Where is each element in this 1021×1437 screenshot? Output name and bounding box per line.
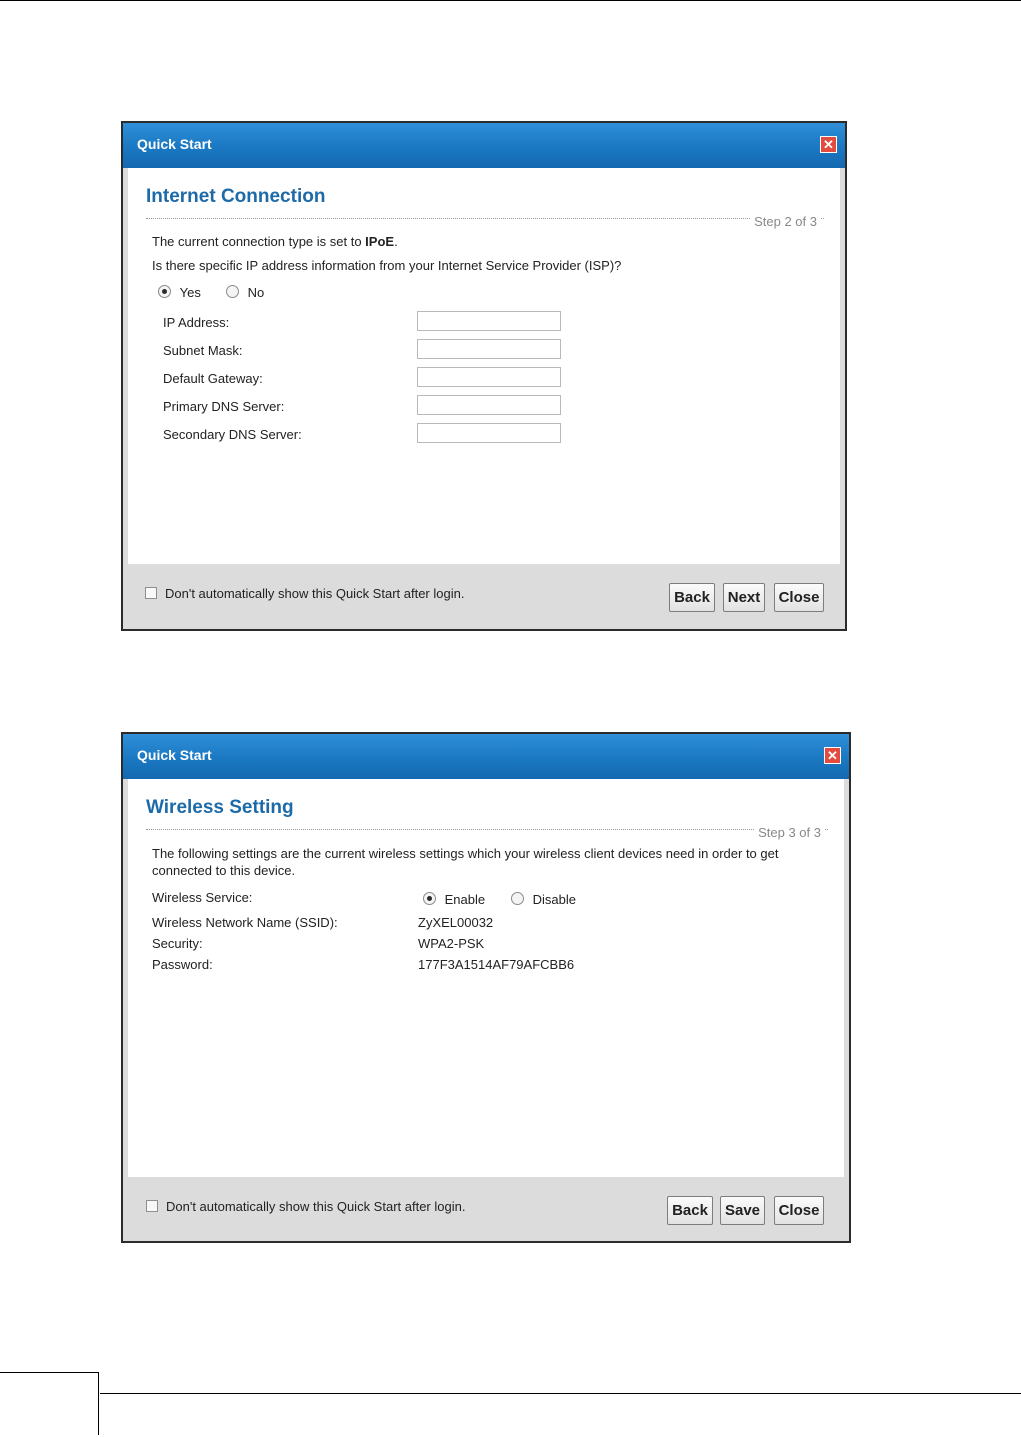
primary-dns-field[interactable] [417, 395, 561, 415]
connection-suffix: . [394, 234, 398, 249]
close-button[interactable]: Close [774, 1196, 824, 1225]
intro-text-line1: The following settings are the current wireless settings which your wireless client devices need in order to get [152, 846, 779, 861]
radio-yes[interactable] [158, 285, 201, 300]
step-indicator: Step 2 of 3 [751, 214, 820, 229]
default-gateway-field[interactable] [417, 367, 561, 387]
radio-icon[interactable] [226, 285, 239, 298]
security-value: WPA2-PSK [418, 936, 485, 951]
radio-disable-label: Disable [532, 892, 576, 907]
radio-enable[interactable] [423, 892, 485, 907]
connection-prefix: The current connection type is set to [152, 234, 366, 249]
next-button[interactable]: Next [723, 583, 765, 612]
radio-icon-selected[interactable] [158, 285, 171, 298]
close-icon[interactable]: ✕ [824, 747, 841, 764]
close-button[interactable]: Close [774, 583, 824, 612]
secondary-dns-label: Secondary DNS Server: [163, 427, 302, 442]
save-button[interactable]: Save [720, 1196, 765, 1225]
connection-type-value: IPoE [365, 234, 395, 249]
security-label: Security: [152, 936, 203, 951]
dialog-titlebar [123, 123, 845, 168]
radio-disable[interactable] [511, 892, 576, 907]
back-button[interactable]: Back [667, 1196, 713, 1225]
radio-enable-label: Enable [444, 892, 486, 907]
quick-start-dialog-internet [121, 121, 847, 631]
page-title: Wireless Setting [146, 797, 294, 818]
page-footer-rule [100, 1393, 1021, 1394]
page-title: Internet Connection [146, 186, 326, 207]
dialog-content [128, 779, 844, 1177]
radio-yes-label: Yes [179, 285, 201, 300]
checkbox-icon[interactable] [146, 1200, 158, 1212]
close-icon[interactable]: ✕ [820, 136, 837, 153]
dont-show-label[interactable]: Don't automatically show this Quick Start after login. [166, 1199, 466, 1214]
intro-text-line2: connected to this device. [152, 863, 296, 878]
ip-address-label: IP Address: [163, 315, 230, 330]
dialog-title: Quick Start [137, 747, 212, 763]
password-label: Password: [152, 957, 213, 972]
dialog-titlebar [123, 734, 849, 779]
dialog-title: Quick Start [137, 136, 212, 152]
ip-address-field[interactable] [417, 311, 561, 331]
dialog-content [128, 168, 840, 564]
radio-icon[interactable] [511, 892, 524, 905]
checkbox-icon[interactable] [145, 587, 157, 599]
wireless-service-label: Wireless Service: [152, 890, 253, 905]
radio-no[interactable] [226, 285, 264, 300]
step-divider [146, 829, 828, 830]
ssid-label: Wireless Network Name (SSID): [152, 915, 338, 930]
ssid-value: ZyXEL00032 [418, 915, 494, 930]
connection-type-text [152, 234, 398, 249]
radio-icon-selected[interactable] [423, 892, 436, 905]
radio-no-label: No [247, 285, 265, 300]
back-button[interactable]: Back [669, 583, 715, 612]
page-top-rule [0, 0, 1021, 1]
dialog-footer [123, 1178, 849, 1241]
quick-start-dialog-wireless [121, 732, 851, 1243]
password-value: 177F3A1514AF79AFCBB6 [418, 957, 575, 972]
secondary-dns-field[interactable] [417, 423, 561, 443]
dialog-footer [123, 566, 845, 629]
isp-question: Is there specific IP address information from your Internet Service Provider (ISP)? [152, 258, 622, 273]
step-divider [146, 218, 824, 219]
page-number-box [0, 1372, 99, 1435]
dont-show-label[interactable]: Don't automatically show this Quick Start after login. [165, 586, 465, 601]
default-gateway-label: Default Gateway: [163, 371, 263, 386]
step-indicator: Step 3 of 3 [755, 825, 824, 840]
subnet-mask-label: Subnet Mask: [163, 343, 243, 358]
subnet-mask-field[interactable] [417, 339, 561, 359]
primary-dns-label: Primary DNS Server: [163, 399, 285, 414]
